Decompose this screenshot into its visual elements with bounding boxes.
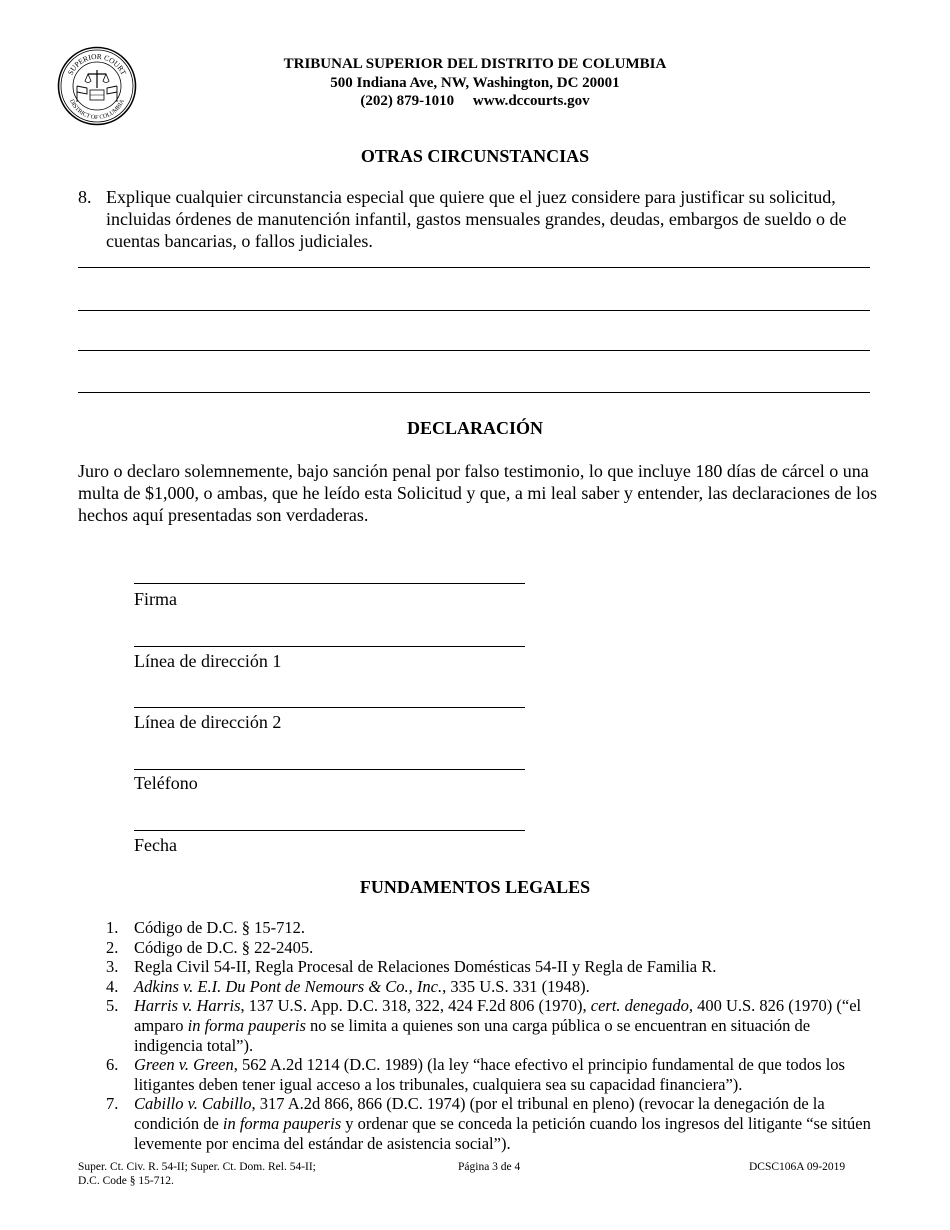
legal-reference-number: 1. — [106, 918, 119, 937]
legal-reference-item — [78, 938, 878, 958]
legal-reference-number: 7. — [106, 1094, 119, 1114]
reference-text: y ordenar que se conceda la petición cuando los ingresos del litigante “se sitúen levemente por encima del estándar de asistencia social”). — [134, 1113, 871, 1153]
seal-bottom-text: DISTRICT OF COLUMBIA — [68, 98, 126, 122]
phone-label: Teléfono — [134, 773, 198, 793]
question-number: 8. — [78, 187, 92, 207]
other-circumstances-title: OTRAS CIRCUNSTANCIAS — [360, 146, 590, 166]
answer-line-4[interactable] — [78, 392, 870, 393]
case-name: Adkins v. E.I. Du Pont de Nemours & Co., Inc. — [134, 976, 443, 996]
legal-reference-item — [78, 1094, 878, 1153]
address-line-2[interactable] — [134, 707, 525, 708]
seal-top-text: SUPERIOR COURT — [65, 51, 129, 77]
legal-reference-number: 4. — [106, 976, 119, 996]
reference-text: , 562 A.2d 1214 (D.C. 1989) (la ley “hace efectivo el principio fundamental de que todos los litigantes deben tener igual acceso a los tribunales, cualquiera sea su capacidad financiera”). — [134, 1055, 845, 1094]
page-number: Página 3 de 4 — [458, 1161, 521, 1173]
question-8 — [78, 186, 878, 252]
address-line-1[interactable] — [134, 646, 525, 647]
court-contact — [0, 92, 950, 111]
reference-text: , 137 U.S. App. D.C. 318, 322, 424 F.2d 806 (1970), — [240, 996, 591, 1016]
court-header — [0, 55, 950, 111]
court-name: TRIBUNAL SUPERIOR DEL DISTRITO DE COLUMBIA — [283, 56, 667, 72]
legal-reference-number: 2. — [106, 937, 119, 957]
footer-rules — [78, 1160, 316, 1188]
case-name: Green v. Green — [134, 1055, 234, 1075]
footer-rules-line-2: D.C. Code § 15-712. — [78, 1175, 174, 1187]
legal-reference-number: 5. — [106, 996, 119, 1016]
court-website: www.dccourts.gov — [472, 93, 590, 109]
court-address: 500 Indiana Ave, NW, Washington, DC 20001 — [330, 74, 620, 91]
legal-reference-item — [78, 918, 878, 938]
answer-line-3[interactable] — [78, 350, 870, 351]
court-phone: (202) 879-1010 — [360, 93, 455, 109]
reference-text: Código de D.C. § 15-712. — [134, 918, 305, 937]
footer-rules-line-1: Super. Ct. Civ. R. 54-II; Super. Ct. Dom. Rel. 54-II; — [78, 1161, 316, 1173]
legal-reference-item — [78, 977, 878, 997]
signature-line[interactable] — [134, 583, 525, 584]
reference-text: , 317 A.2d 866, 866 (D.C. 1974) (por el tribunal en pleno) (revocar la denegación de la condición de — [134, 1094, 825, 1133]
form-code: DCSC106A 09-2019 — [749, 1161, 846, 1173]
answer-line-2[interactable] — [78, 310, 870, 311]
reference-text: , 335 U.S. 331 (1948). — [442, 976, 590, 996]
declaration-text: Juro o declaro solemnemente, bajo sanción penal por falso testimonio, lo que incluye 180 días de cárcel o una multa de $1,000, o ambas, que he leído esta Solicitud y que, a mi leal saber y entender, las declaraciones de los hechos aquí presentadas son verdaderas. — [78, 461, 878, 525]
signature-label: Firma — [134, 589, 177, 609]
legal-references-list — [78, 918, 878, 1153]
legal-basis-title: FUNDAMENTOS LEGALES — [359, 877, 591, 897]
question-text: Explique cualquier circunstancia especial que quiere que el juez considere para justificar su solicitud, incluidas órdenes de manutención infantil, gastos mensuales grandes, deudas, embargos de sueldo o de cuentas bancarias, o fallos judiciales. — [106, 187, 847, 251]
address-line-1-label: Línea de dirección 1 — [134, 651, 282, 671]
phone-line[interactable] — [134, 769, 525, 770]
legal-reference-number: 3. — [106, 957, 119, 977]
date-label: Fecha — [134, 835, 177, 855]
declaration-title: DECLARACIÓN — [406, 418, 543, 438]
legal-reference-number: 6. — [106, 1055, 119, 1075]
reference-text: Regla Civil 54-II, Regla Procesal de Relaciones Domésticas 54-II y Regla de Familia R. — [134, 957, 717, 977]
reference-text: 400 U.S. 826 (1970) (“el amparo — [134, 996, 862, 1035]
legal-reference-item — [78, 957, 878, 977]
case-name: cert. denegado, — [590, 996, 693, 1016]
case-name: Cabillo v. Cabillo — [134, 1094, 252, 1114]
date-line[interactable] — [134, 830, 525, 831]
reference-text: Código de D.C. § 22-2405. — [134, 937, 314, 957]
legal-reference-item — [78, 1055, 878, 1094]
case-name: Harris v. Harris — [134, 996, 241, 1016]
answer-line-1[interactable] — [78, 267, 870, 268]
reference-text: no se limita a quienes son una carga pública o se encuentran en situación de indigencia total”). — [134, 1015, 811, 1055]
case-name: in forma pauperis — [187, 1015, 306, 1035]
legal-reference-item — [78, 996, 878, 1055]
address-line-2-label: Línea de dirección 2 — [134, 712, 282, 732]
case-name: in forma pauperis — [222, 1113, 342, 1133]
